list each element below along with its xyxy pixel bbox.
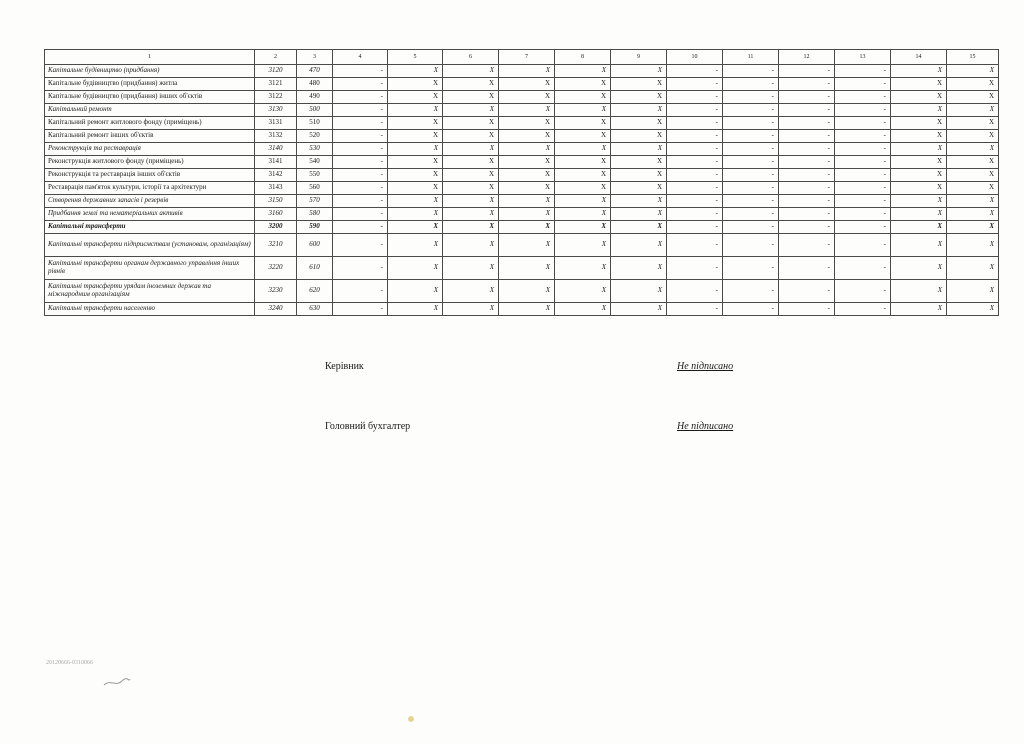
table-row <box>45 143 999 156</box>
cell-col-8: X <box>555 117 611 130</box>
cell-col-6: X <box>443 91 499 104</box>
row-code: 550 <box>297 169 333 182</box>
cell-col-8: X <box>555 182 611 195</box>
row-name: Реконструкція та реставрація інших об'єктів <box>45 169 255 182</box>
cell-col-12: - <box>779 221 835 234</box>
column-header-11: 11 <box>723 50 779 65</box>
row-name: Капітальні трансферти населенню <box>45 303 255 316</box>
row-code: 520 <box>297 130 333 143</box>
cell-col-8: X <box>555 208 611 221</box>
cell-col-12: - <box>779 78 835 91</box>
cell-col-5: X <box>388 91 443 104</box>
cell-col-7: X <box>499 104 555 117</box>
cell-col-14: X <box>891 104 947 117</box>
cell-col-12: - <box>779 280 835 303</box>
cell-col-6: X <box>443 208 499 221</box>
cell-col-6: X <box>443 195 499 208</box>
capital-expenses-table <box>44 49 999 316</box>
cell-col-12: - <box>779 208 835 221</box>
table-row <box>45 130 999 143</box>
cell-col-4: - <box>333 156 388 169</box>
table-row <box>45 117 999 130</box>
cell-col-12: - <box>779 234 835 257</box>
cell-col-5: X <box>388 221 443 234</box>
cell-col-8: X <box>555 104 611 117</box>
cell-col-11: - <box>723 208 779 221</box>
row-code: 560 <box>297 182 333 195</box>
kekv-code: 3210 <box>255 234 297 257</box>
cell-col-9: X <box>611 234 667 257</box>
kekv-code: 3120 <box>255 65 297 78</box>
cell-col-8: X <box>555 234 611 257</box>
row-code: 570 <box>297 195 333 208</box>
cell-col-15: X <box>947 143 999 156</box>
cell-col-12: - <box>779 143 835 156</box>
column-header-2: 2 <box>255 50 297 65</box>
cell-col-15: X <box>947 104 999 117</box>
cell-col-4: - <box>333 143 388 156</box>
row-code: 480 <box>297 78 333 91</box>
cell-col-10: - <box>667 195 723 208</box>
cell-col-10: - <box>667 221 723 234</box>
cell-col-15: X <box>947 65 999 78</box>
cell-col-9: X <box>611 182 667 195</box>
cell-col-12: - <box>779 303 835 316</box>
chief-accountant-signature-status: Не підписано <box>677 421 734 432</box>
kekv-code: 3131 <box>255 117 297 130</box>
row-name: Капітальні трансферти підприємствам (установам, організаціям) <box>45 234 255 257</box>
cell-col-15: X <box>947 221 999 234</box>
row-code: 530 <box>297 143 333 156</box>
chief-accountant-title: Головний бухгалтер <box>325 421 411 432</box>
cell-col-8: X <box>555 257 611 280</box>
cell-col-7: X <box>499 280 555 303</box>
table-row <box>45 280 999 303</box>
table-row <box>45 65 999 78</box>
cell-col-4: - <box>333 221 388 234</box>
kekv-code: 3121 <box>255 78 297 91</box>
cell-col-9: X <box>611 221 667 234</box>
cell-col-11: - <box>723 221 779 234</box>
column-header-14: 14 <box>891 50 947 65</box>
cell-col-6: X <box>443 234 499 257</box>
cell-col-5: X <box>388 78 443 91</box>
cell-col-12: - <box>779 130 835 143</box>
row-code: 540 <box>297 156 333 169</box>
cell-col-11: - <box>723 65 779 78</box>
cell-col-6: X <box>443 117 499 130</box>
cell-col-14: X <box>891 169 947 182</box>
kekv-code: 3142 <box>255 169 297 182</box>
cell-col-8: X <box>555 195 611 208</box>
row-name: Реставрація пам'яток культури, історії та архітектури <box>45 182 255 195</box>
cell-col-8: X <box>555 303 611 316</box>
cell-col-11: - <box>723 104 779 117</box>
cell-col-9: X <box>611 257 667 280</box>
cell-col-5: X <box>388 182 443 195</box>
column-header-8: 8 <box>555 50 611 65</box>
row-code: 630 <box>297 303 333 316</box>
kekv-code: 3140 <box>255 143 297 156</box>
cell-col-11: - <box>723 195 779 208</box>
cell-col-11: - <box>723 280 779 303</box>
cell-col-14: X <box>891 208 947 221</box>
table-row <box>45 169 999 182</box>
cell-col-7: X <box>499 143 555 156</box>
cell-col-10: - <box>667 143 723 156</box>
cell-col-7: X <box>499 195 555 208</box>
cell-col-11: - <box>723 117 779 130</box>
cell-col-4: - <box>333 208 388 221</box>
table-row <box>45 234 999 257</box>
row-name: Капітальні трансферти органам державного управління інших рівнів <box>45 257 255 280</box>
cell-col-7: X <box>499 117 555 130</box>
cell-col-4: - <box>333 182 388 195</box>
cell-col-12: - <box>779 117 835 130</box>
cell-col-13: - <box>835 117 891 130</box>
cell-col-8: X <box>555 143 611 156</box>
row-name: Капітальне будівництво (придбання) житла <box>45 78 255 91</box>
row-code: 510 <box>297 117 333 130</box>
cell-col-8: X <box>555 280 611 303</box>
cell-col-15: X <box>947 78 999 91</box>
column-header-1: 1 <box>45 50 255 65</box>
cell-col-15: X <box>947 130 999 143</box>
cell-col-12: - <box>779 182 835 195</box>
kekv-code: 3200 <box>255 221 297 234</box>
cell-col-6: X <box>443 280 499 303</box>
cell-col-14: X <box>891 195 947 208</box>
cell-col-9: X <box>611 169 667 182</box>
cell-col-7: X <box>499 65 555 78</box>
row-name: Капітальні трансферти <box>45 221 255 234</box>
head-title: Керівник <box>325 361 364 372</box>
cell-col-4: - <box>333 280 388 303</box>
cell-col-12: - <box>779 91 835 104</box>
cell-col-4: - <box>333 257 388 280</box>
cell-col-14: X <box>891 280 947 303</box>
column-header-9: 9 <box>611 50 667 65</box>
row-code: 470 <box>297 65 333 78</box>
cell-col-11: - <box>723 169 779 182</box>
cell-col-8: X <box>555 221 611 234</box>
cell-col-11: - <box>723 182 779 195</box>
cell-col-10: - <box>667 280 723 303</box>
cell-col-11: - <box>723 234 779 257</box>
cell-col-13: - <box>835 104 891 117</box>
cell-col-10: - <box>667 182 723 195</box>
cell-col-7: X <box>499 156 555 169</box>
cell-col-6: X <box>443 65 499 78</box>
cell-col-13: - <box>835 208 891 221</box>
cell-col-13: - <box>835 169 891 182</box>
cell-col-4: - <box>333 104 388 117</box>
cell-col-12: - <box>779 65 835 78</box>
scan-smudge-mark <box>102 675 132 689</box>
cell-col-13: - <box>835 65 891 78</box>
cell-col-11: - <box>723 156 779 169</box>
cell-col-10: - <box>667 117 723 130</box>
table-body <box>45 65 999 316</box>
cell-col-13: - <box>835 182 891 195</box>
cell-col-11: - <box>723 303 779 316</box>
cell-col-14: X <box>891 156 947 169</box>
cell-col-5: X <box>388 303 443 316</box>
cell-col-11: - <box>723 91 779 104</box>
cell-col-5: X <box>388 117 443 130</box>
row-name: Створення державних запасів і резервів <box>45 195 255 208</box>
cell-col-15: X <box>947 208 999 221</box>
cell-col-12: - <box>779 257 835 280</box>
row-code: 600 <box>297 234 333 257</box>
cell-col-7: X <box>499 221 555 234</box>
cell-col-9: X <box>611 91 667 104</box>
cell-col-10: - <box>667 303 723 316</box>
cell-col-9: X <box>611 65 667 78</box>
table-row <box>45 104 999 117</box>
table-row <box>45 156 999 169</box>
row-name: Капітальне будівництво (придбання) інших об'єктів <box>45 91 255 104</box>
cell-col-15: X <box>947 280 999 303</box>
cell-col-13: - <box>835 91 891 104</box>
table-header-row <box>45 50 999 65</box>
table-row <box>45 208 999 221</box>
kekv-code: 3143 <box>255 182 297 195</box>
cell-col-13: - <box>835 156 891 169</box>
row-name: Придбання землі та нематеріальних активів <box>45 208 255 221</box>
cell-col-5: X <box>388 169 443 182</box>
cell-col-9: X <box>611 208 667 221</box>
kekv-code: 3141 <box>255 156 297 169</box>
table-row <box>45 221 999 234</box>
row-code: 620 <box>297 280 333 303</box>
table-row <box>45 195 999 208</box>
cell-col-12: - <box>779 195 835 208</box>
row-name: Капітальні трансферти урядам іноземних держав та міжнародним організаціям <box>45 280 255 303</box>
cell-col-8: X <box>555 156 611 169</box>
cell-col-10: - <box>667 104 723 117</box>
cell-col-9: X <box>611 143 667 156</box>
cell-col-7: X <box>499 303 555 316</box>
cell-col-15: X <box>947 156 999 169</box>
cell-col-13: - <box>835 195 891 208</box>
kekv-code: 3240 <box>255 303 297 316</box>
cell-col-14: X <box>891 117 947 130</box>
column-header-7: 7 <box>499 50 555 65</box>
cell-col-15: X <box>947 169 999 182</box>
row-code: 610 <box>297 257 333 280</box>
cell-col-9: X <box>611 78 667 91</box>
column-header-3: 3 <box>297 50 333 65</box>
cell-col-7: X <box>499 169 555 182</box>
cell-col-7: X <box>499 182 555 195</box>
cell-col-7: X <box>499 234 555 257</box>
cell-col-15: X <box>947 195 999 208</box>
cell-col-6: X <box>443 130 499 143</box>
document-footer-code: 20120666-0310066 <box>46 660 93 666</box>
column-header-6: 6 <box>443 50 499 65</box>
table-row <box>45 91 999 104</box>
cell-col-11: - <box>723 143 779 156</box>
scan-smudge-dot <box>405 712 417 726</box>
cell-col-5: X <box>388 234 443 257</box>
table-row <box>45 78 999 91</box>
cell-col-5: X <box>388 143 443 156</box>
cell-col-13: - <box>835 303 891 316</box>
cell-col-6: X <box>443 104 499 117</box>
cell-col-12: - <box>779 156 835 169</box>
cell-col-9: X <box>611 195 667 208</box>
cell-col-4: - <box>333 78 388 91</box>
cell-col-4: - <box>333 234 388 257</box>
cell-col-9: X <box>611 104 667 117</box>
row-name: Капітальне будівництво (придбання) <box>45 65 255 78</box>
cell-col-13: - <box>835 143 891 156</box>
cell-col-6: X <box>443 221 499 234</box>
cell-col-14: X <box>891 257 947 280</box>
cell-col-4: - <box>333 303 388 316</box>
cell-col-4: - <box>333 117 388 130</box>
cell-col-6: X <box>443 156 499 169</box>
cell-col-8: X <box>555 65 611 78</box>
cell-col-5: X <box>388 130 443 143</box>
cell-col-7: X <box>499 130 555 143</box>
cell-col-14: X <box>891 303 947 316</box>
cell-col-14: X <box>891 78 947 91</box>
cell-col-4: - <box>333 65 388 78</box>
cell-col-13: - <box>835 130 891 143</box>
column-header-4: 4 <box>333 50 388 65</box>
cell-col-10: - <box>667 65 723 78</box>
row-code: 590 <box>297 221 333 234</box>
cell-col-8: X <box>555 91 611 104</box>
cell-col-15: X <box>947 234 999 257</box>
column-header-12: 12 <box>779 50 835 65</box>
cell-col-6: X <box>443 303 499 316</box>
cell-col-5: X <box>388 104 443 117</box>
cell-col-10: - <box>667 78 723 91</box>
row-code: 490 <box>297 91 333 104</box>
cell-col-8: X <box>555 130 611 143</box>
cell-col-10: - <box>667 91 723 104</box>
cell-col-14: X <box>891 143 947 156</box>
cell-col-10: - <box>667 130 723 143</box>
kekv-code: 3122 <box>255 91 297 104</box>
cell-col-14: X <box>891 65 947 78</box>
cell-col-9: X <box>611 130 667 143</box>
kekv-code: 3130 <box>255 104 297 117</box>
cell-col-5: X <box>388 208 443 221</box>
cell-col-6: X <box>443 182 499 195</box>
cell-col-7: X <box>499 78 555 91</box>
cell-col-8: X <box>555 169 611 182</box>
cell-col-9: X <box>611 303 667 316</box>
cell-col-10: - <box>667 208 723 221</box>
cell-col-4: - <box>333 169 388 182</box>
kekv-code: 3160 <box>255 208 297 221</box>
row-name: Капітальний ремонт <box>45 104 255 117</box>
column-header-15: 15 <box>947 50 999 65</box>
cell-col-9: X <box>611 280 667 303</box>
cell-col-9: X <box>611 156 667 169</box>
kekv-code: 3220 <box>255 257 297 280</box>
cell-col-15: X <box>947 91 999 104</box>
row-name: Капітальний ремонт житлового фонду (приміщень) <box>45 117 255 130</box>
row-name: Реконструкція та реставрація <box>45 143 255 156</box>
cell-col-14: X <box>891 182 947 195</box>
column-header-5: 5 <box>388 50 443 65</box>
cell-col-6: X <box>443 78 499 91</box>
cell-col-11: - <box>723 257 779 280</box>
table-row <box>45 182 999 195</box>
cell-col-14: X <box>891 234 947 257</box>
cell-col-15: X <box>947 303 999 316</box>
cell-col-11: - <box>723 78 779 91</box>
head-signature-status: Не підписано <box>677 361 734 372</box>
cell-col-13: - <box>835 78 891 91</box>
cell-col-9: X <box>611 117 667 130</box>
cell-col-4: - <box>333 91 388 104</box>
cell-col-15: X <box>947 117 999 130</box>
cell-col-7: X <box>499 208 555 221</box>
row-code: 500 <box>297 104 333 117</box>
cell-col-7: X <box>499 257 555 280</box>
cell-col-12: - <box>779 104 835 117</box>
cell-col-10: - <box>667 169 723 182</box>
cell-col-5: X <box>388 156 443 169</box>
cell-col-13: - <box>835 280 891 303</box>
column-header-10: 10 <box>667 50 723 65</box>
cell-col-11: - <box>723 130 779 143</box>
cell-col-5: X <box>388 195 443 208</box>
table-row <box>45 303 999 316</box>
cell-col-13: - <box>835 234 891 257</box>
kekv-code: 3150 <box>255 195 297 208</box>
kekv-code: 3132 <box>255 130 297 143</box>
cell-col-6: X <box>443 169 499 182</box>
cell-col-12: - <box>779 169 835 182</box>
cell-col-8: X <box>555 78 611 91</box>
cell-col-6: X <box>443 143 499 156</box>
cell-col-14: X <box>891 130 947 143</box>
cell-col-13: - <box>835 221 891 234</box>
cell-col-7: X <box>499 91 555 104</box>
cell-col-10: - <box>667 234 723 257</box>
row-code: 580 <box>297 208 333 221</box>
cell-col-4: - <box>333 195 388 208</box>
cell-col-4: - <box>333 130 388 143</box>
cell-col-13: - <box>835 257 891 280</box>
row-name: Капітальний ремонт інших об'єктів <box>45 130 255 143</box>
cell-col-10: - <box>667 257 723 280</box>
column-header-13: 13 <box>835 50 891 65</box>
table-row <box>45 257 999 280</box>
cell-col-15: X <box>947 182 999 195</box>
cell-col-15: X <box>947 257 999 280</box>
cell-col-14: X <box>891 91 947 104</box>
cell-col-5: X <box>388 65 443 78</box>
cell-col-5: X <box>388 280 443 303</box>
cell-col-6: X <box>443 257 499 280</box>
row-name: Реконструкція житлового фонду (приміщень) <box>45 156 255 169</box>
cell-col-10: - <box>667 156 723 169</box>
kekv-code: 3230 <box>255 280 297 303</box>
cell-col-5: X <box>388 257 443 280</box>
cell-col-14: X <box>891 221 947 234</box>
